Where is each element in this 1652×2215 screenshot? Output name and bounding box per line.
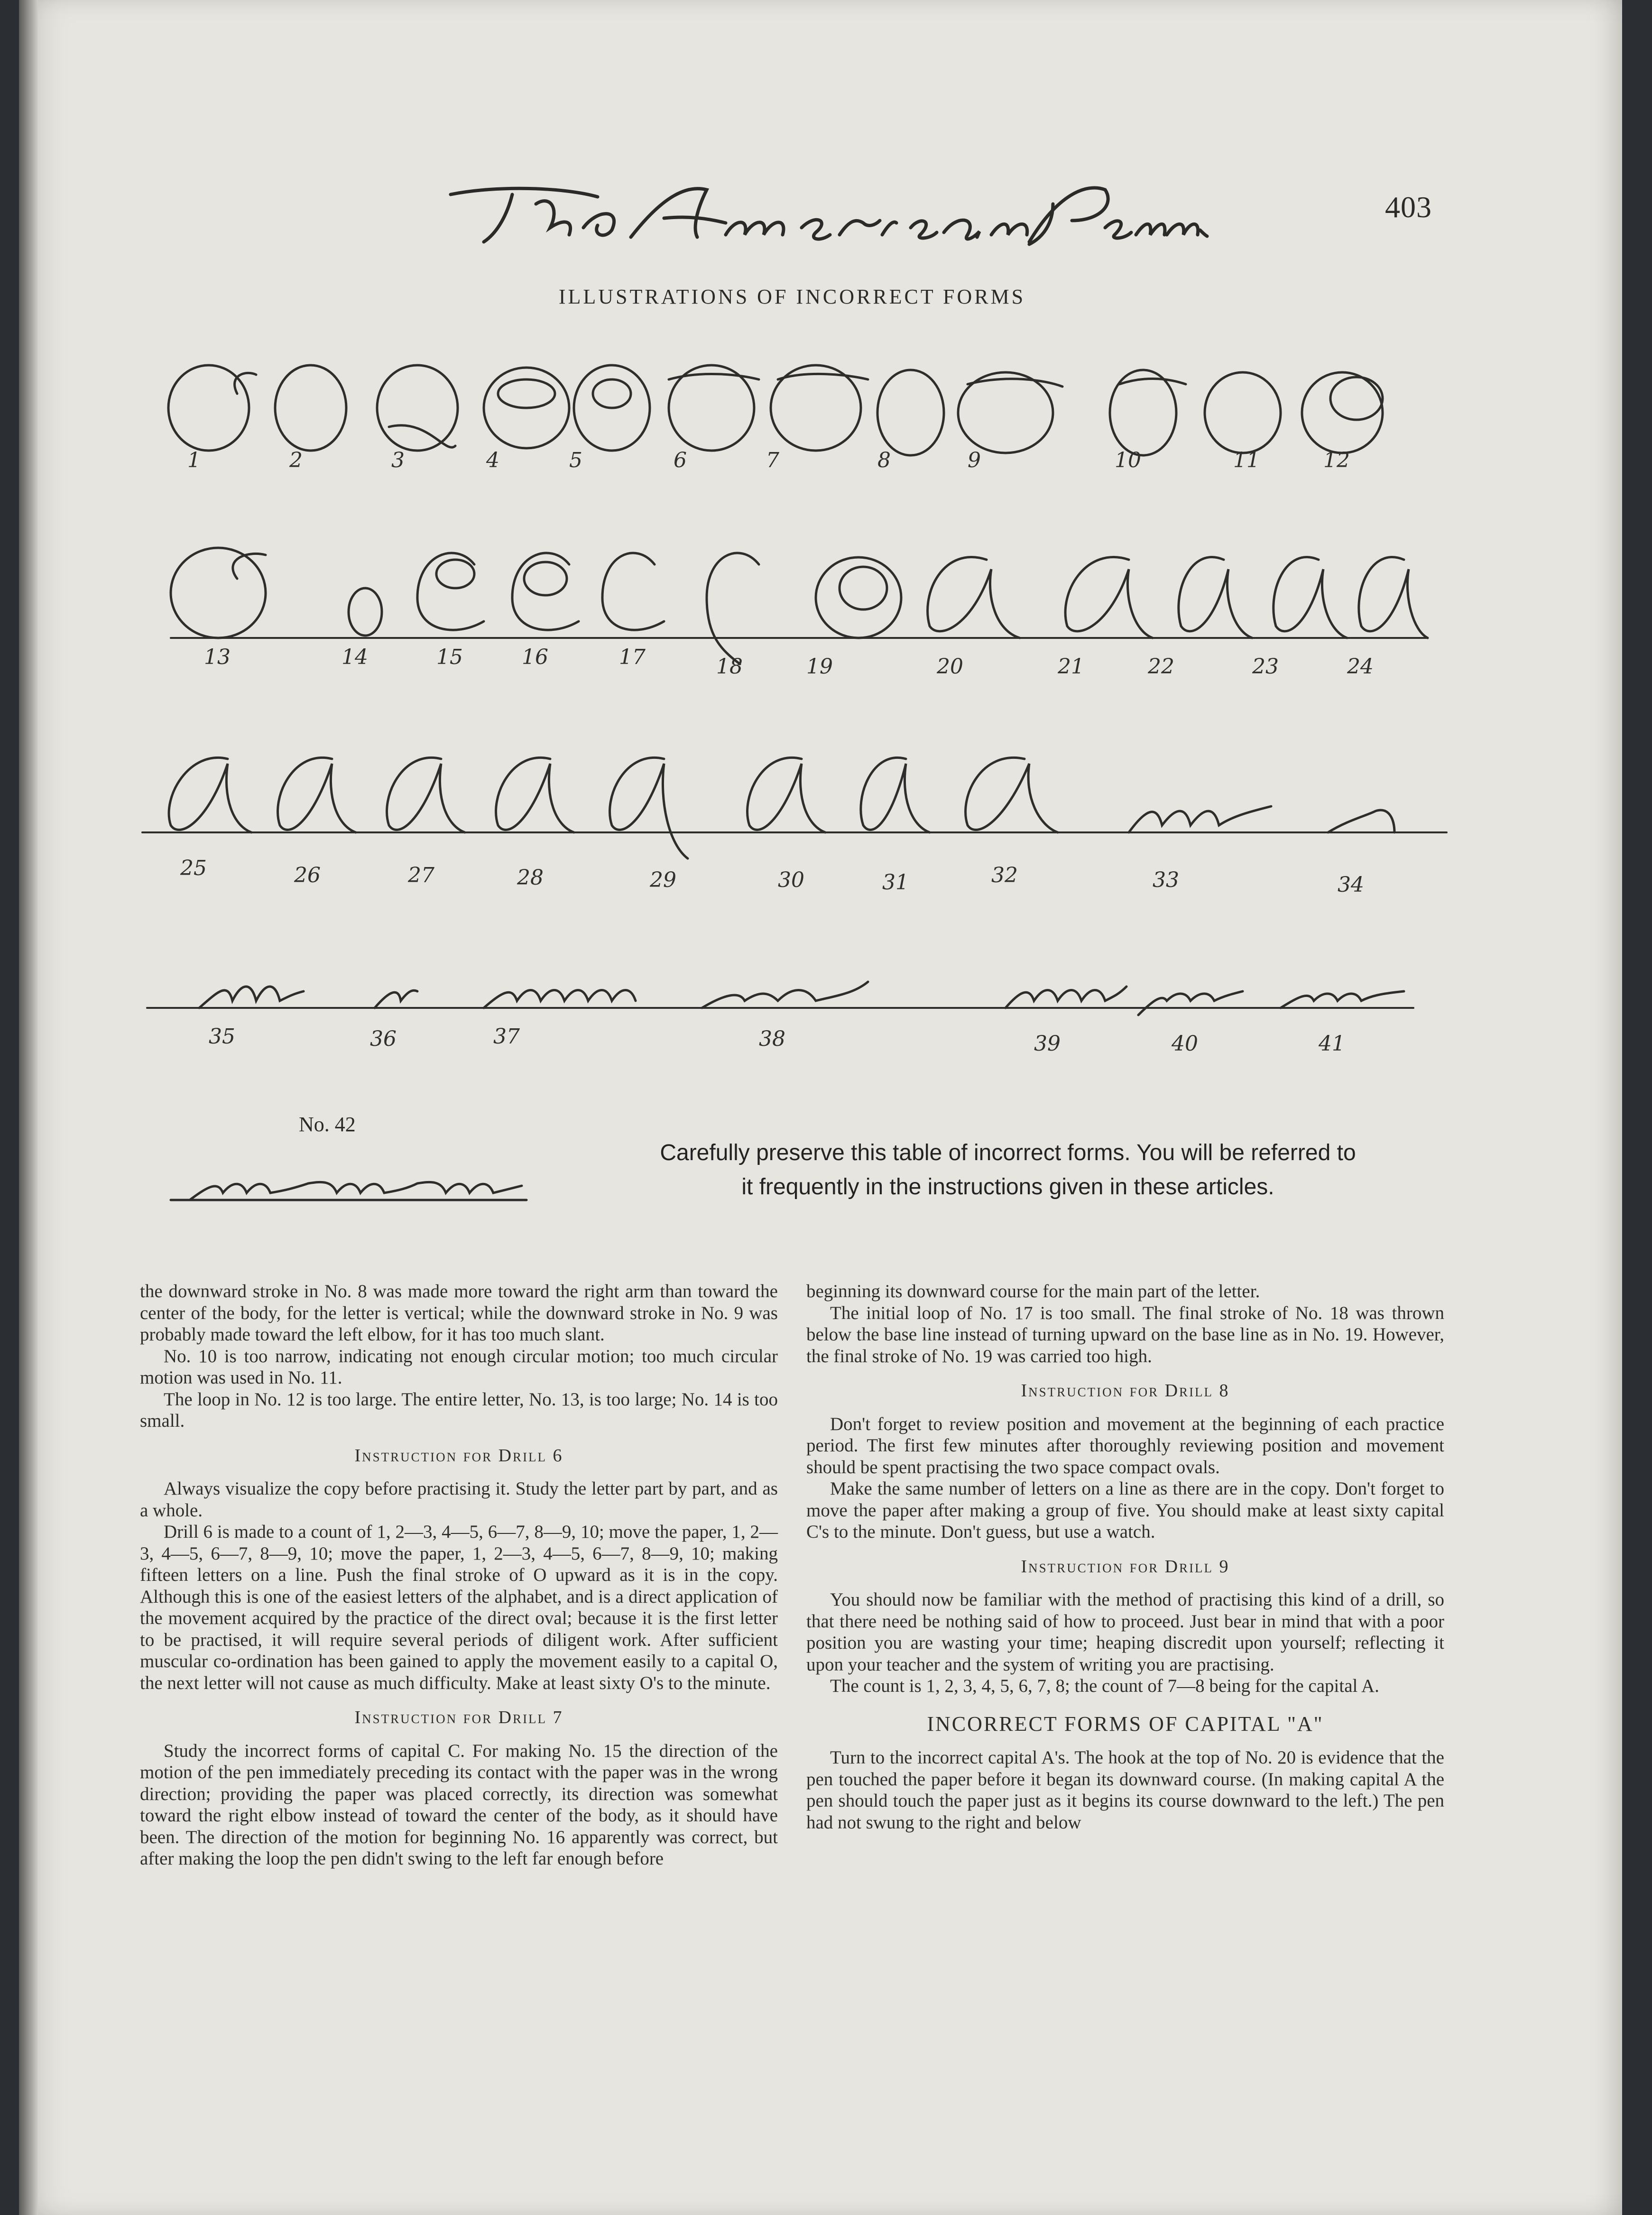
row3-labels: [180, 856, 1364, 897]
label-36: 36: [370, 1027, 397, 1051]
article-left-column: [140, 1281, 778, 1870]
label-14: 14: [341, 645, 368, 669]
label-5: 5: [569, 448, 582, 472]
paragraph: No. 10 is too narrow, indicating not enough circular motion; too much circular motion was used in No. 11.: [140, 1346, 778, 1388]
label-24: 24: [1347, 655, 1374, 679]
label-40: 40: [1172, 1032, 1198, 1056]
no42-label: No. 42: [299, 1113, 356, 1136]
label-32: 32: [991, 863, 1018, 887]
label-31: 31: [882, 870, 909, 895]
section-heading-capital-a: INCORRECT FORMS OF CAPITAL "A": [927, 1712, 1324, 1735]
section-heading-drill-8: Instruction for Drill 8: [1021, 1381, 1230, 1401]
row4-labels: [209, 1024, 1345, 1056]
plate-note-line1: Carefully preserve this table of incorrect forms. You will be referred to: [660, 1140, 1356, 1165]
label-27: 27: [408, 863, 434, 887]
label-10: 10: [1115, 448, 1141, 472]
label-12: 12: [1323, 448, 1350, 472]
label-41: 41: [1319, 1032, 1345, 1056]
page-number: 403: [1385, 190, 1432, 224]
label-9: 9: [968, 448, 981, 472]
no42-specimen: [171, 1182, 526, 1200]
plate-note: [569, 1136, 1447, 1204]
section-heading-drill-7: Instruction for Drill 7: [354, 1707, 563, 1727]
paragraph: You should now be familiar with the method of practising this kind of a drill, so that there need be nothing said of how to proceed. Just bear in mind that with a poor position you are wasting your time; heaping discredit upon yourself; reflecting it upon your teacher and the system of writing you are practising.: [806, 1589, 1444, 1675]
label-18: 18: [716, 655, 743, 679]
paragraph: Always visualize the copy before practising it. Study the letter part by part, and as a whole.: [140, 1478, 778, 1521]
paragraph: The count is 1, 2, 3, 4, 5, 6, 7, 8; the count of 7—8 being for the capital A.: [830, 1676, 1379, 1696]
row2-labels: [204, 645, 1374, 679]
label-2: 2: [289, 448, 303, 472]
section-heading-drill-9: Instruction for Drill 9: [1021, 1556, 1230, 1577]
label-39: 39: [1034, 1032, 1061, 1056]
label-25: 25: [180, 856, 207, 880]
label-21: 21: [1058, 655, 1084, 679]
plate-title: ILLUSTRATIONS OF INCORRECT FORMS: [558, 285, 1026, 308]
label-3: 3: [391, 448, 405, 472]
paragraph: Turn to the incorrect capital A's. The hook at the top of No. 20 is evidence that the pen touched the paper before it began its downward course. (In making capital A the pen should touch the paper just as it begins its course downward to the left.) The pen had not swung to the right and below: [806, 1747, 1444, 1833]
label-20: 20: [937, 655, 963, 679]
label-19: 19: [806, 655, 833, 679]
paragraph: Study the incorrect forms of capital C. For making No. 15 the direction of the motion of the pen immediately preceding its contact with the paper was in the wrong direction; providing the paper was placed correctly, its direction was somewhat toward the right elbow instead of toward the center of the body, as it should have been. The direction of the motion for beginning No. 16 apparently was correct, but after making the loop the pen didn't swing to the left far enough before: [140, 1740, 778, 1869]
label-1: 1: [187, 448, 201, 472]
label-38: 38: [759, 1027, 785, 1051]
label-16: 16: [522, 645, 548, 669]
paragraph: Don't forget to review position and movement at the beginning of each practice period. The first few minutes after thoroughly reviewing position and movement should be spent practising the two space compact ovals.: [806, 1413, 1444, 1477]
label-6: 6: [674, 448, 687, 472]
label-7: 7: [766, 448, 779, 472]
paragraph: Make the same number of letters on a line as there are in the copy. Don't forget to move the paper after making a group of five. You should make at least sixty capital C's to the minute. Don't guess, but use a watch.: [806, 1478, 1444, 1542]
label-15: 15: [436, 645, 463, 669]
label-11: 11: [1233, 448, 1260, 472]
row1-oval-forms: [168, 365, 1383, 455]
article-right-column: [806, 1281, 1444, 1833]
row1-labels: [187, 448, 1350, 472]
label-26: 26: [294, 863, 321, 887]
paragraph: Drill 6 is made to a count of 1, 2—3, 4—5, 6—7, 8—9, 10; move the paper, 1, 2—3, 4—5, 6—7, 8—9, 10; move the paper, 1, 2—3, 4—5, 6—7, 8—9, 10; making fifteen letters on a line. Push the final stroke of O upward as it is in the copy. Although this is one of the easiest letters of the alphabet, and is a direct application of the movement acquired by the practice of the direct oval; because it is the first letter to be practised, it will require several periods of diligent work. After sufficient muscular co-ordination has been gained to apply the movement easily to a capital O, the next letter will not cause as much difficulty. Make at least sixty O's to the minute.: [140, 1522, 778, 1693]
label-30: 30: [778, 868, 804, 892]
label-34: 34: [1338, 873, 1364, 897]
paragraph: beginning its downward course for the main part of the letter.: [806, 1281, 1260, 1301]
label-22: 22: [1148, 655, 1174, 679]
label-23: 23: [1252, 655, 1279, 679]
label-37: 37: [493, 1024, 520, 1049]
row3-a-forms: [169, 757, 1394, 858]
plate-note-line2: it frequently in the instructions given in these articles.: [741, 1174, 1274, 1200]
paragraph: The initial loop of No. 17 is too small. The final stroke of No. 18 was thrown below the base line instead of turning upward on the base line as in No. 19. However, the final stroke of No. 19 was carried too high.: [806, 1302, 1444, 1366]
label-35: 35: [209, 1024, 235, 1049]
section-heading-drill-6: Instruction for Drill 6: [354, 1445, 563, 1466]
label-29: 29: [650, 868, 676, 892]
row4-m-n-forms: [199, 982, 1404, 1015]
label-17: 17: [619, 645, 646, 669]
paragraph: The loop in No. 12 is too large. The entire letter, No. 13, is too large; No. 14 is too small.: [140, 1389, 778, 1431]
label-13: 13: [204, 645, 231, 669]
paragraph: the downward stroke in No. 8 was made more toward the right arm than toward the center of the body, for the letter is vertical; while the downward stroke in No. 9 was probably made toward the left elbow, for it has too much slant.: [140, 1281, 778, 1345]
label-33: 33: [1153, 868, 1179, 892]
label-28: 28: [517, 866, 544, 890]
label-8: 8: [877, 448, 891, 472]
label-4: 4: [486, 448, 499, 472]
